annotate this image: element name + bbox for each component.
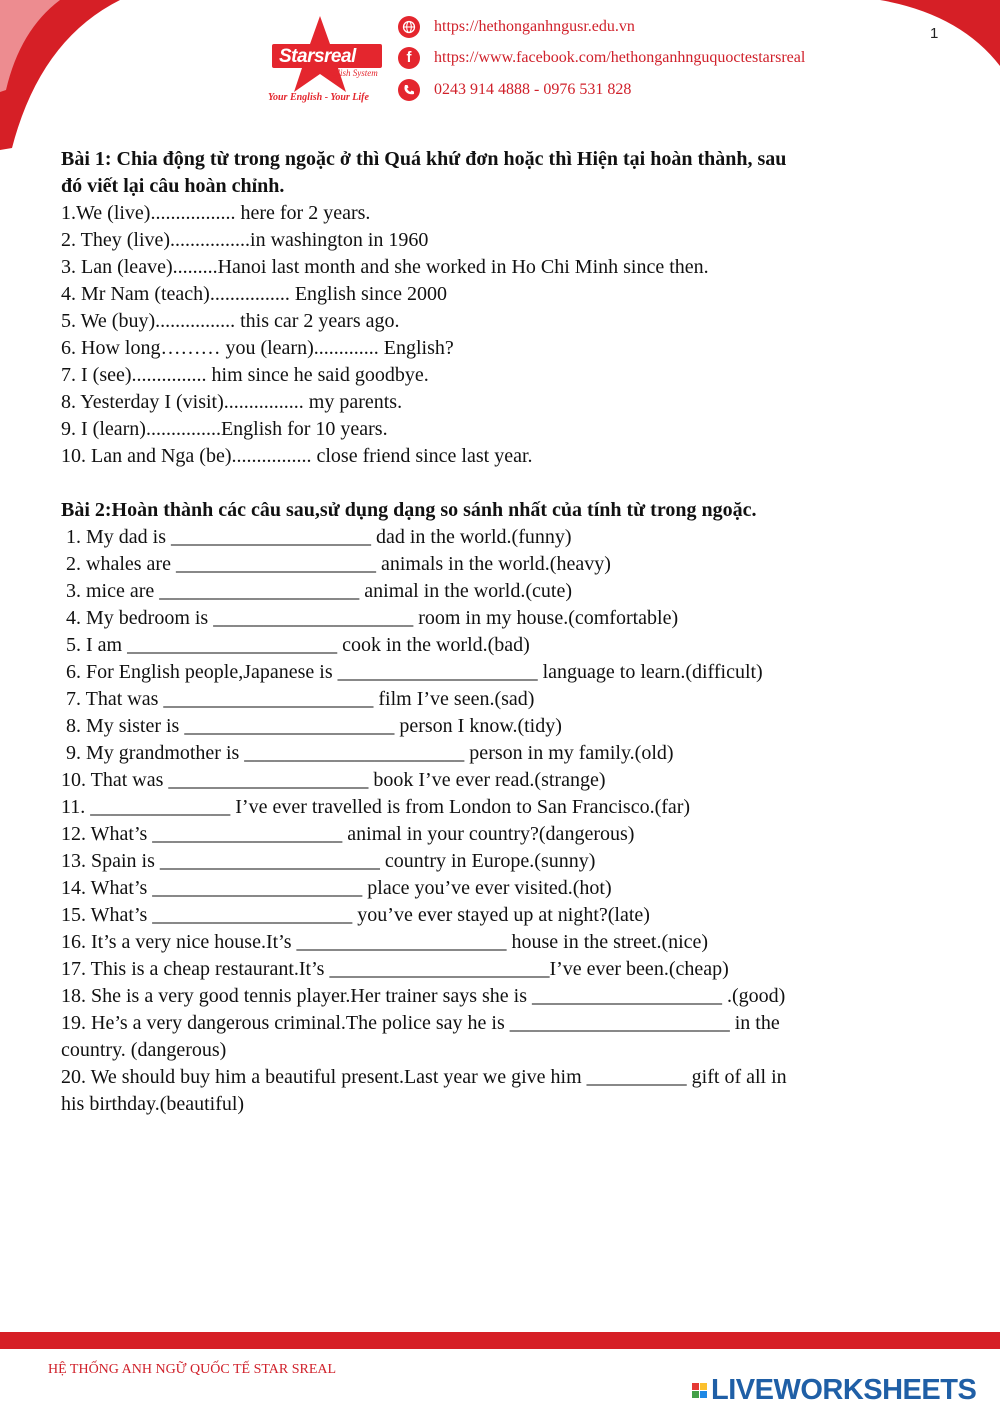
worksheet-content [61, 146, 931, 1118]
contact-phone-text: 0243 914 4888 - 0976 531 828 [434, 81, 632, 98]
contact-facebook-text: https://www.facebook.com/hethonganhnguquoctestarsreal [434, 49, 806, 66]
liveworksheets-brand: LIVEWORKSHEETS [711, 1374, 977, 1406]
exercise2-item: 9. My grandmother is ______________________ person in my family.(old) [61, 742, 674, 764]
grid-square [700, 1383, 707, 1390]
exercise1-item: 8. Yesterday I (visit)................ my parents. [61, 391, 403, 413]
exercise2-item: 10. That was ____________________ book I’ve ever read.(strange) [61, 769, 606, 791]
logo-name: Starsreal [279, 46, 356, 67]
exercise2-item: 16. It’s a very nice house.It’s _____________________ house in the street.(nice) [61, 931, 709, 953]
exercise2-item: 11. ______________ I’ve ever travelled is from London to San Francisco.(far) [61, 796, 691, 818]
exercise1-item: 3. Lan (leave).........Hanoi last month and she worked in Ho Chi Minh since then. [61, 256, 709, 278]
exercise2-item: 2. whales are ____________________ animals in the world.(heavy) [61, 553, 611, 575]
exercise2-item: 3. mice are ____________________ animal in the world.(cute) [61, 580, 572, 602]
globe-icon [398, 16, 420, 38]
liveworksheets-grid-icon [692, 1383, 707, 1398]
footer-bar [0, 1332, 1000, 1349]
exercise1-item: 6. How long……… you (learn)............. English? [61, 337, 454, 359]
contact-phone[interactable] [398, 79, 631, 101]
logo-tagline: Your English - Your Life [268, 92, 369, 103]
exercise2-item: 19. He’s a very dangerous criminal.The police say he is ______________________ in the [61, 1012, 780, 1034]
exercise2-item: 15. What’s ____________________ you’ve ever stayed up at night?(late) [61, 904, 650, 926]
exercise2-title: Bài 2:Hoàn thành các câu sau,sử dụng dạng so sánh nhất của tính từ trong ngoặc. [61, 499, 757, 521]
exercise1-item: 4. Mr Nam (teach)................ English since 2000 [61, 283, 448, 305]
phone-icon [398, 79, 420, 101]
grid-square [692, 1391, 699, 1398]
exercise2-item: 13. Spain is ______________________ country in Europe.(sunny) [61, 850, 596, 872]
contact-website-text: https://hethonganhngusr.edu.vn [434, 18, 635, 35]
exercise2-item: country. (dangerous) [61, 1039, 227, 1061]
exercise2-item: 7. That was _____________________ film I’ve seen.(sad) [61, 688, 535, 710]
exercise2-item: 1. My dad is ____________________ dad in the world.(funny) [61, 526, 572, 548]
exercise1-item: 10. Lan and Nga (be)................ close friend since last year. [61, 445, 533, 467]
exercise2-item: 4. My bedroom is ____________________ room in my house.(comfortable) [61, 607, 679, 629]
exercise1-item: 7. I (see)............... him since he said goodbye. [61, 364, 429, 386]
exercise2-item: 5. I am _____________________ cook in the world.(bad) [61, 634, 530, 656]
exercise2-item: 12. What’s ___________________ animal in your country?(dangerous) [61, 823, 635, 845]
exercise1-item: 1.We (live)................. here for 2 years. [61, 202, 371, 224]
exercise2-item: his birthday.(beautiful) [61, 1093, 245, 1115]
grid-square [700, 1391, 707, 1398]
logo-subtitle: English System [323, 68, 378, 78]
exercise2-item: 18. She is a very good tennis player.Her trainer says she is ___________________ .(good) [61, 985, 786, 1007]
page-number: 1 [930, 25, 939, 42]
exercise2-item: 14. What’s _____________________ place you’ve ever visited.(hot) [61, 877, 612, 899]
exercise1-title-line1: Bài 1: Chia động từ trong ngoặc ở thì Quá khứ đơn hoặc thì Hiện tại hoàn thành, sau [61, 148, 787, 170]
exercise2-item: 8. My sister is _____________________ person I know.(tidy) [61, 715, 562, 737]
exercise1-item: 2. They (live)................in washington in 1960 [61, 229, 429, 251]
liveworksheets-logo[interactable] [692, 1374, 976, 1407]
header-corner-decoration-left [0, 0, 140, 150]
contact-website[interactable] [398, 16, 635, 38]
exercise1-item: 5. We (buy)................ this car 2 years ago. [61, 310, 400, 332]
section-spacer [61, 470, 931, 497]
exercise1-item: 9. I (learn)...............English for 10 years. [61, 418, 388, 440]
facebook-icon: f [398, 47, 420, 69]
exercise2-item: 20. We should buy him a beautiful present.Last year we give him __________ gift of all in [61, 1066, 787, 1088]
exercise1-title-line2: đó viết lại câu hoàn chỉnh. [61, 175, 285, 197]
grid-square [692, 1383, 699, 1390]
exercise2-item: 6. For English people,Japanese is ____________________ language to learn.(difficult) [61, 661, 763, 683]
footer-org-name: HỆ THỐNG ANH NGỮ QUỐC TẾ STAR SREAL [48, 1362, 337, 1377]
exercise2-item: 17. This is a cheap restaurant.It’s ______________________I’ve ever been.(cheap) [61, 958, 729, 980]
contact-facebook[interactable] [398, 47, 805, 69]
